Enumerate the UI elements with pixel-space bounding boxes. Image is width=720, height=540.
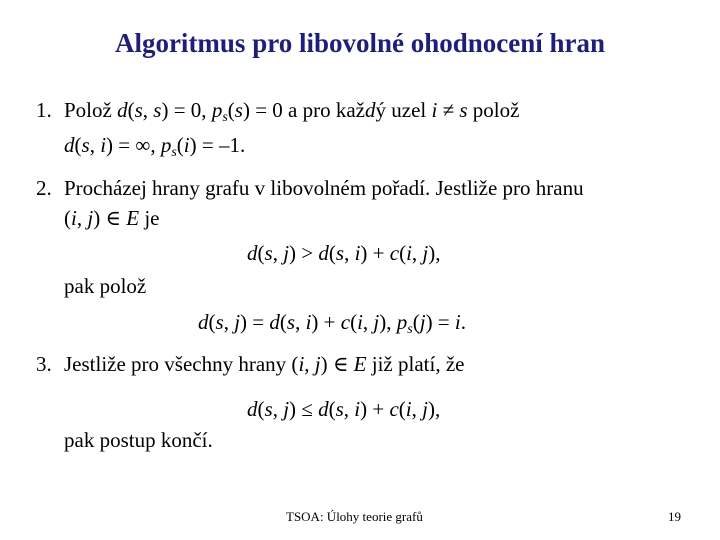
item-1-line-1: Polož d(s, s) = 0, $p_s(s) = 0$ a pro každý uzel i ≠ s polož: [64, 98, 520, 125]
item-2-then: pak polož: [64, 274, 147, 298]
item-3-line-1: Jestliže pro všechny hrany (i, j) ∈ E již platí, že: [64, 352, 465, 376]
item-2-line-2: (i, j) ∈ E je: [64, 206, 160, 230]
slide-title: Algoritmus pro libovolné ohodnocení hran: [114, 28, 606, 58]
item-3-then: pak postup končí.: [64, 428, 213, 452]
item-2-formula-2: d(s, j) = d(s, i) + c(i, j), $p_s(j) = i$.: [198, 310, 466, 337]
item-3-formula-1: d(s, j) ≤ d(s, i) + c(i, j),: [247, 397, 441, 421]
item-3-number: 3.: [36, 352, 52, 376]
item-2-formula-1: d(s, j) > d(s, i) + c(i, j),: [247, 241, 441, 265]
item-1-line-2: d(s, i) = ∞, $p_s(i) = -1$.: [64, 133, 246, 160]
item-2-line-1: Procházej hrany grafu v libovolném pořadí. Jestliže pro hranu: [64, 176, 584, 200]
item-2-number: 2.: [36, 176, 52, 200]
item-1-number: 1.: [36, 98, 52, 122]
footer-page-number: 19: [668, 509, 681, 524]
footer-course: TSOA: Úlohy teorie grafů: [286, 509, 423, 524]
